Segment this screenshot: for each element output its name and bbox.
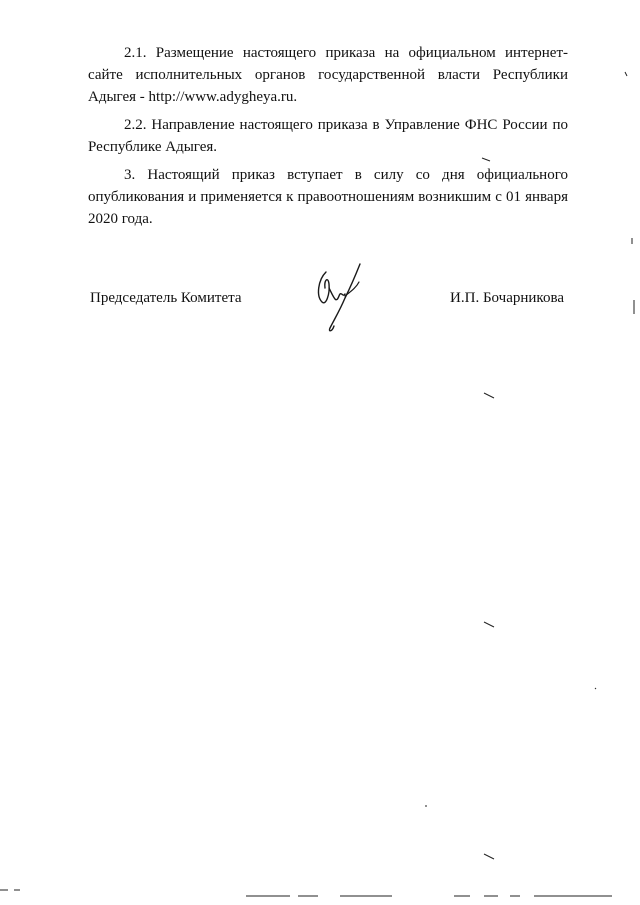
signatory-title: Председатель Комитета — [90, 290, 242, 306]
signatory-name: И.П. Бочарникова — [450, 290, 564, 306]
paragraph-2-2: 2.2. Направление настоящего приказа в Управление ФНС России по Республике Адыгея. — [88, 117, 568, 155]
paragraph-2-1: 2.1. Размещение настоящего приказа на официальном интернет-сайте исполнительных органов государственной власти Республики Адыгея - http://www.adygheya.ru. — [88, 45, 568, 105]
paragraph-3: 3. Настоящий приказ вступает в силу со дня официального опубликования и применяется к правоотношениям возникшим с 01 января 2020 года. — [88, 167, 568, 227]
handwritten-signature — [312, 258, 372, 336]
